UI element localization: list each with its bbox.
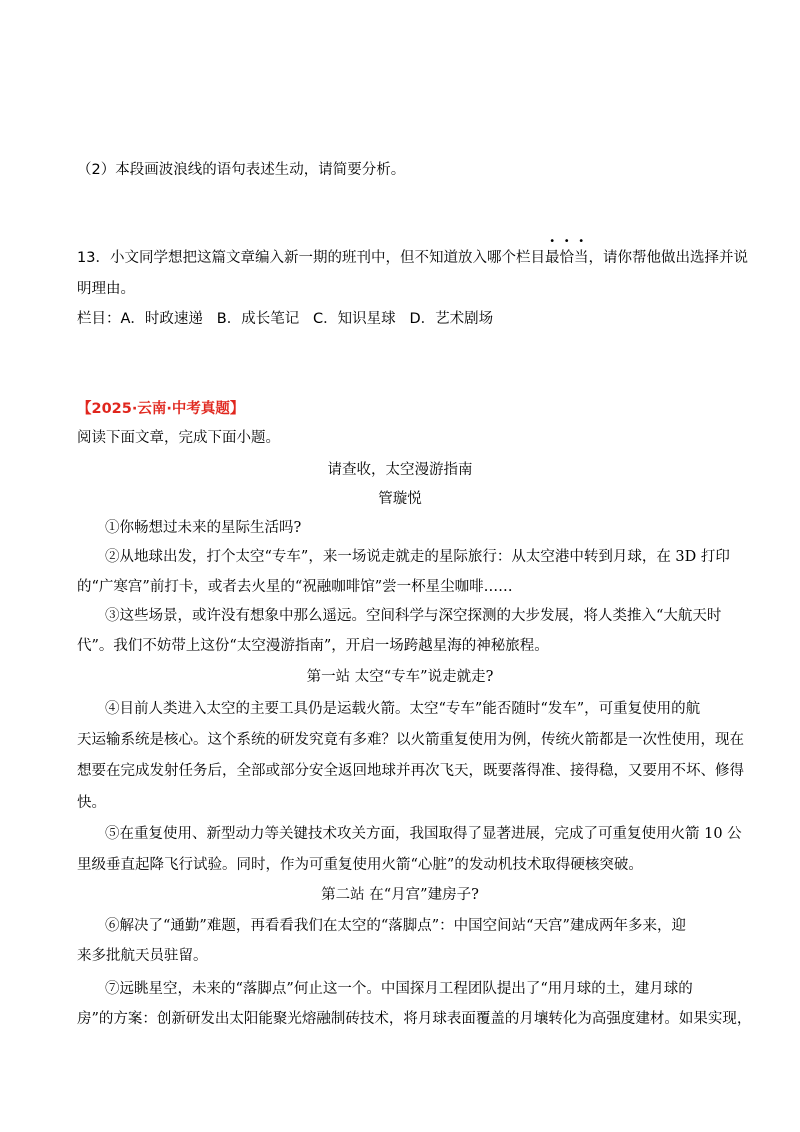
paragraph-line: 代”。我们不妨带上这份“太空漫游指南”，开启一场跨越星海的神秘旅程。 [77, 638, 549, 654]
question-13-text-after: ，请你帮他做出选择并说 [588, 250, 748, 266]
paragraph-line: ②从地球出发，打个太空“专车”，来一场说走就走的星际旅行：从太空港中转到月球，在 3D 打印 [105, 549, 730, 565]
paragraph-line: 天运输系统是核心。这个系统的研发究竟有多难？以火箭重复使用为例，传统火箭都是一次性使用，现在 [77, 732, 744, 748]
section-heading: 第一站 太空“专车”说走就走? [306, 669, 494, 685]
paragraph-line: 里级垂直起降飞行试验。同时，作为可重复使用火箭“心脏”的发动机技术取得硬核突破。 [77, 857, 643, 873]
emphasis-char: 当 [573, 250, 589, 266]
paragraph-line: ⑤在重复使用、新型动力等关键技术攻关方面，我国取得了显著进展，完成了可重复使用火箭 10 公 [105, 826, 742, 842]
question-13-text-before: 13．小文同学想把这篇文章编入新一期的班刊中，但不知道放入哪个栏目 [77, 250, 545, 266]
question-13-options: 栏目：A．时政速递 B．成长笔记 C．知识星球 D．艺术剧场 [77, 311, 494, 327]
question-13-line-2: 明理由。 [77, 281, 135, 297]
section-heading: 第二站 在“月宫”建房子? [321, 887, 479, 903]
paragraph-line: 来多批航天员驻留。 [77, 948, 208, 964]
paragraph-line: 的“广寒宫”前打卡，或者去火星的“祝融咖啡馆”尝一杯星尘咖啡…… [77, 579, 513, 595]
exam-source-tag: 【2025·云南·中考真题】 [77, 401, 245, 417]
paragraph-line: 想要在完成发射任务后，全部或部分安全返回地球并再次飞天，既要落得准、接得稳，又要用不坏、修得 [77, 763, 744, 779]
paragraph-line: 房”的方案：创新研发出太阳能聚光熔融制砖技术，将月球表面覆盖的月壤转化为高强度建材。如果实现， [77, 1011, 752, 1027]
paragraph-line: ⑦远眺星空，未来的“落脚点”何止这一个。中国探月工程团队提出了“用月球的土，建月球的 [105, 981, 693, 997]
paragraph-line: ⑥解决了“通勤”难题，再看看我们在太空的“落脚点”：中国空间站“天宫”建成两年多来，迎 [105, 918, 686, 934]
emphasis-char: 最 [544, 250, 560, 266]
article-title: 请查收，太空漫游指南 [327, 462, 473, 478]
article-author: 管璇悦 [378, 491, 422, 507]
question-12-part-2: （2）本段画波浪线的语句表述生动，请简要分析。 [77, 162, 406, 178]
paragraph-line: ③这些场景，或许没有想象中那么遥远。空间科学与深空探测的大步发展，将人类推入“大航天时 [105, 608, 722, 624]
reading-instruction: 阅读下面文章，完成下面小题。 [77, 430, 280, 446]
emphasis-char: 恰 [559, 250, 574, 266]
paragraph-line: 快。 [77, 795, 106, 811]
paragraph-line: ①你畅想过未来的星际生活吗? [105, 520, 302, 536]
paragraph-line: ④目前人类进入太空的主要工具仍是运载火箭。太空“专车”能否随时“发车”，可重复使用的航 [105, 701, 701, 717]
question-13-line-1 [77, 248, 748, 268]
